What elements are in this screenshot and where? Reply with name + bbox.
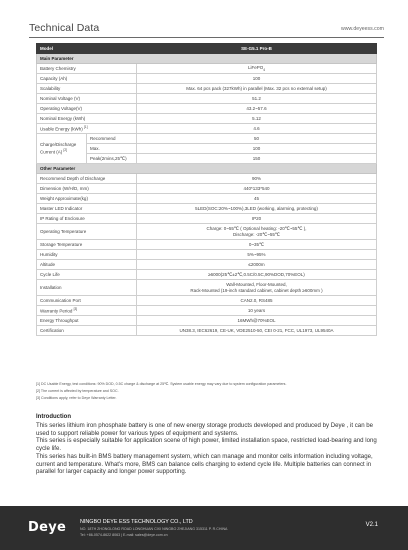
row-label: Weight Approximate(kg) (37, 194, 137, 204)
section-title-main: Main Parameter (37, 54, 377, 64)
table-row (37, 64, 377, 74)
footnote-3: [3] Conditions apply, refer to Deye Warranty Letter. (36, 396, 117, 400)
model-label: Model (37, 44, 137, 54)
row-value: IP20 (137, 214, 377, 224)
row-label: Operating Voltage(V) (37, 104, 137, 114)
row-value: UN38.3, IEC62619, CE-UK, VDE2510-50, CEI 0-21, FCC, UL1973, UL9540A (137, 326, 377, 336)
row-value: 50 (137, 134, 377, 144)
model-value: SE-G5.1 Pro-B (137, 44, 377, 54)
row-label: Energy Throughput (37, 316, 137, 326)
spec-table (36, 43, 377, 336)
table-row (37, 184, 377, 194)
row-label: IP Rating of Enclosure (37, 214, 137, 224)
introduction-heading: Introduction (36, 414, 71, 420)
row-label: Altitude (37, 260, 137, 270)
row-label: Nominal Energy (kWh) (37, 114, 137, 124)
table-row (37, 326, 377, 336)
website-url[interactable]: www.deyeess.com (341, 26, 384, 32)
table-row (37, 124, 377, 134)
battery-chemistry-value: LiFePO (247, 65, 264, 71)
introduction-paragraph-2: This series is especially suitable for application scene of high power, limited installation space, restricted load-bearing and long cycle life. (36, 437, 377, 453)
row-value: 5%~95% (137, 250, 377, 260)
table-row (37, 204, 377, 214)
row-value: CAN2.0, RS485 (137, 296, 377, 306)
usable-energy-label: Usable Energy (kWh) (40, 126, 83, 132)
installation-line-1: Wall-Mounted, Floor-Mounted, (226, 281, 287, 287)
section-title-other: Other Parameter (37, 164, 377, 174)
row-label: Master LED Indicator (37, 204, 137, 214)
row-value: 440*133*540 (137, 184, 377, 194)
table-row (37, 250, 377, 260)
document-version: V2.1 (365, 522, 378, 528)
section-other-parameter (37, 164, 377, 174)
sub-label: Max. (87, 144, 137, 154)
introduction-paragraph-1: This series lithium iron phosphate battery is one of new energy storage products developed and produced by Deye , it can be used to support reliable power for various types of equipment and systems. (36, 422, 374, 437)
footnote-1: [1] DC Usable Energy, test conditions: 90% DOD, 0.5C charge & discharge at 25℃. System usable energy may vary due to system configuration parameters. (36, 382, 287, 386)
footnote-ref: [3] (73, 307, 78, 312)
row-label: Scalability (37, 84, 137, 94)
battery-chemistry-subscript: 4 (263, 67, 266, 72)
company-name: NINGBO DEYE ESS TECHNOLOGY CO., LTD (80, 519, 193, 525)
row-label: Certification (37, 326, 137, 336)
row-label: Cycle Life (37, 270, 137, 280)
table-row (37, 270, 377, 280)
row-label: Communication Port (37, 296, 137, 306)
row-value: 100 (137, 74, 377, 84)
row-label (37, 134, 87, 164)
table-row (37, 104, 377, 114)
row-value: 5LED(SOC:20%~100%),3LED (working, alarming, protecting) (137, 204, 377, 214)
table-row (37, 306, 377, 316)
row-label: Dimension (W/H/D, mm) (37, 184, 137, 194)
row-label (37, 306, 137, 316)
row-label: Humidity (37, 250, 137, 260)
table-row (37, 296, 377, 306)
row-value: 100 (137, 144, 377, 154)
row-value: 5.12 (137, 114, 377, 124)
row-value: 150 (137, 154, 377, 164)
footnote-2: [2] The current is affected by temperature and SOC. (36, 389, 119, 393)
row-value: 90% (137, 174, 377, 184)
table-row (37, 84, 377, 94)
row-value: ≤2000m (137, 260, 377, 270)
page-header (29, 22, 384, 36)
table-row (37, 214, 377, 224)
table-row-model (37, 44, 377, 54)
row-label: Battery Chemistry (37, 64, 137, 74)
table-row (37, 240, 377, 250)
header-divider (29, 37, 384, 38)
company-contact[interactable]: Tel: +86-0574-8622 8063 | E-mail: sales@deye.com.cn (80, 533, 168, 537)
table-row (37, 94, 377, 104)
introduction-paragraph-3: This series has built-in BMS battery management system, which can manage and monitor cells information including voltage, current and temperature. What's more, BMS can balance cells charging to extend cycle life. Multiple batteries can connect in parallel for larger capacity and longer power supporting. (36, 452, 373, 476)
installation-line-2: Rack-Mounted (19-inch standard cabinet, cabinet depth ≥600mm ) (190, 287, 323, 293)
sub-label: Peak(2mins,25℃) (87, 154, 137, 164)
table-row (37, 260, 377, 270)
warranty-label: Warranty Period (40, 308, 73, 314)
footnote-ref: [2] (63, 147, 68, 152)
row-value (137, 64, 377, 74)
row-label: Capacity (Ah) (37, 74, 137, 84)
deye-logo: Deye (28, 520, 67, 535)
table-row (37, 174, 377, 184)
table-row (37, 316, 377, 326)
row-value: 16MWh@70%EOL (137, 316, 377, 326)
charge-current-label: Charge/Discharge Current (A) (40, 142, 77, 155)
table-row (37, 74, 377, 84)
row-label: Storage Temperature (37, 240, 137, 250)
row-value: 4.6 (137, 124, 377, 134)
row-value: 10 years (137, 306, 377, 316)
table-row (37, 114, 377, 124)
row-value: Max. 64 pcs pack (327kWh) in parallel (Max. 32 pcs no external setup) (137, 84, 377, 94)
footnote-ref: [1] (84, 125, 88, 130)
row-label: Nominal Voltage (V) (37, 94, 137, 104)
row-value: 51.2 (137, 94, 377, 104)
page-footer (0, 506, 408, 550)
table-row (37, 194, 377, 204)
table-row (37, 154, 377, 164)
footnotes (36, 381, 381, 402)
company-address: NO. 18TH ZHONGLONG ROAD LONGHUAN CIXI NINGBO ZHEJIANG 315311 P. R.CHINA (80, 527, 228, 531)
operating-temp-discharge: Discharge: -20℃~55℃ (232, 231, 280, 237)
table-row (37, 224, 377, 240)
page-title: Technical Data (29, 22, 100, 34)
row-value: ≥6000(25℃±2℃,0.5C/0.5C,90%DOD,70%EOL) (137, 270, 377, 280)
table-row (37, 280, 377, 296)
row-value: 0~35℃ (137, 240, 377, 250)
row-value (137, 280, 377, 296)
section-main-parameter (37, 54, 377, 64)
sub-label: Recommend (87, 134, 137, 144)
row-label: Recommend Depth of Discharge (37, 174, 137, 184)
row-value: 45 (137, 194, 377, 204)
row-label: Installation (37, 280, 137, 296)
row-value: 43.2~57.6 (137, 104, 377, 114)
row-label (37, 124, 137, 134)
row-label: Operating Temperature (37, 224, 137, 240)
table-row (37, 134, 377, 144)
operating-temp-charge: Charge: 0~55℃ ( Optional heating: -20℃~55℃ ), (206, 225, 307, 231)
row-value (137, 224, 377, 240)
introduction-section (36, 414, 381, 476)
table-row (37, 144, 377, 154)
